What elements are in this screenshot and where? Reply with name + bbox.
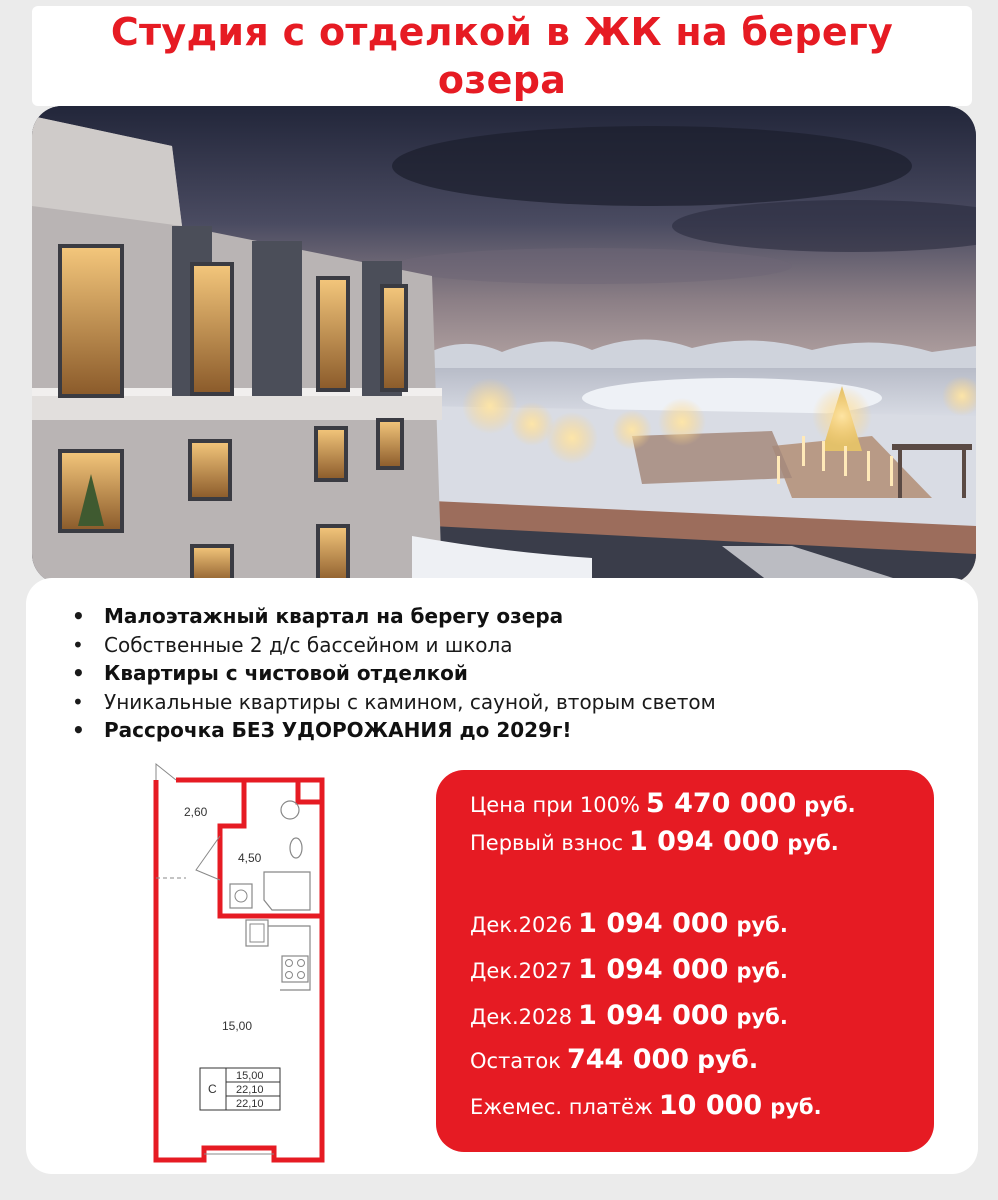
currency-label: руб.: [736, 913, 788, 937]
bath-area-label: 4,50: [238, 851, 262, 865]
title-card: [32, 6, 972, 106]
feature-item: • Рассрочка БЕЗ УДОРОЖАНИЯ до 2029г!: [70, 716, 716, 745]
installment-value: 1 094 000: [578, 908, 729, 939]
feature-item: • Уникальные квартиры с камином, сауной, вторым светом: [70, 688, 716, 717]
monthly-label: Ежемес. платёж: [470, 1095, 653, 1119]
page-title: Студия с отделкой в ЖК на берегу озера: [110, 10, 894, 102]
installment-row: [470, 954, 788, 985]
installment-label: Дек.2028: [470, 1005, 573, 1029]
first-payment-label: Первый взнос: [470, 831, 623, 855]
installment-row: [470, 908, 788, 939]
features-list: [70, 602, 716, 745]
first-payment-value: 1 094 000: [629, 826, 780, 857]
price-box: [436, 770, 934, 1152]
currency-label: руб.: [736, 959, 788, 983]
legend-value-2: 22,10: [236, 1084, 264, 1096]
price-full-value: 5 470 000: [645, 788, 797, 819]
installment-value: 1 094 000: [578, 954, 729, 985]
first-payment-row: [470, 826, 839, 857]
remainder-label: Остаток: [470, 1049, 561, 1073]
price-full-row: [470, 788, 856, 819]
remainder-value: 744 000: [566, 1044, 690, 1075]
installment-value: 1 094 000: [578, 1000, 729, 1031]
currency-label: руб.: [804, 793, 856, 817]
currency-label: руб.: [770, 1095, 822, 1119]
installment-label: Дек.2027: [470, 959, 573, 983]
legend-letter: С: [208, 1082, 217, 1096]
price-full-label: Цена при 100%: [470, 793, 640, 817]
legend-value-3: 22,10: [236, 1098, 264, 1110]
complex-render-image: [32, 106, 976, 584]
feature-item: • Собственные 2 д/с бассейном и школа: [70, 631, 716, 660]
room-area-label: 15,00: [222, 1019, 253, 1033]
feature-item: • Малоэтажный квартал на берегу озера: [70, 602, 716, 631]
monthly-row: [470, 1090, 822, 1121]
currency-label: руб.: [787, 831, 839, 855]
monthly-value: 10 000: [658, 1090, 763, 1121]
currency-label: руб.: [736, 1005, 788, 1029]
installment-row: [470, 1000, 788, 1031]
balcony-area-label: 2,60: [184, 805, 208, 819]
feature-item: • Квартиры с чистовой отделкой: [70, 659, 716, 688]
legend-value-1: 15,00: [236, 1070, 264, 1082]
floor-plan: [146, 760, 336, 1166]
installment-label: Дек.2026: [470, 913, 573, 937]
remainder-row: [470, 1044, 758, 1075]
currency-label: руб.: [697, 1045, 759, 1074]
